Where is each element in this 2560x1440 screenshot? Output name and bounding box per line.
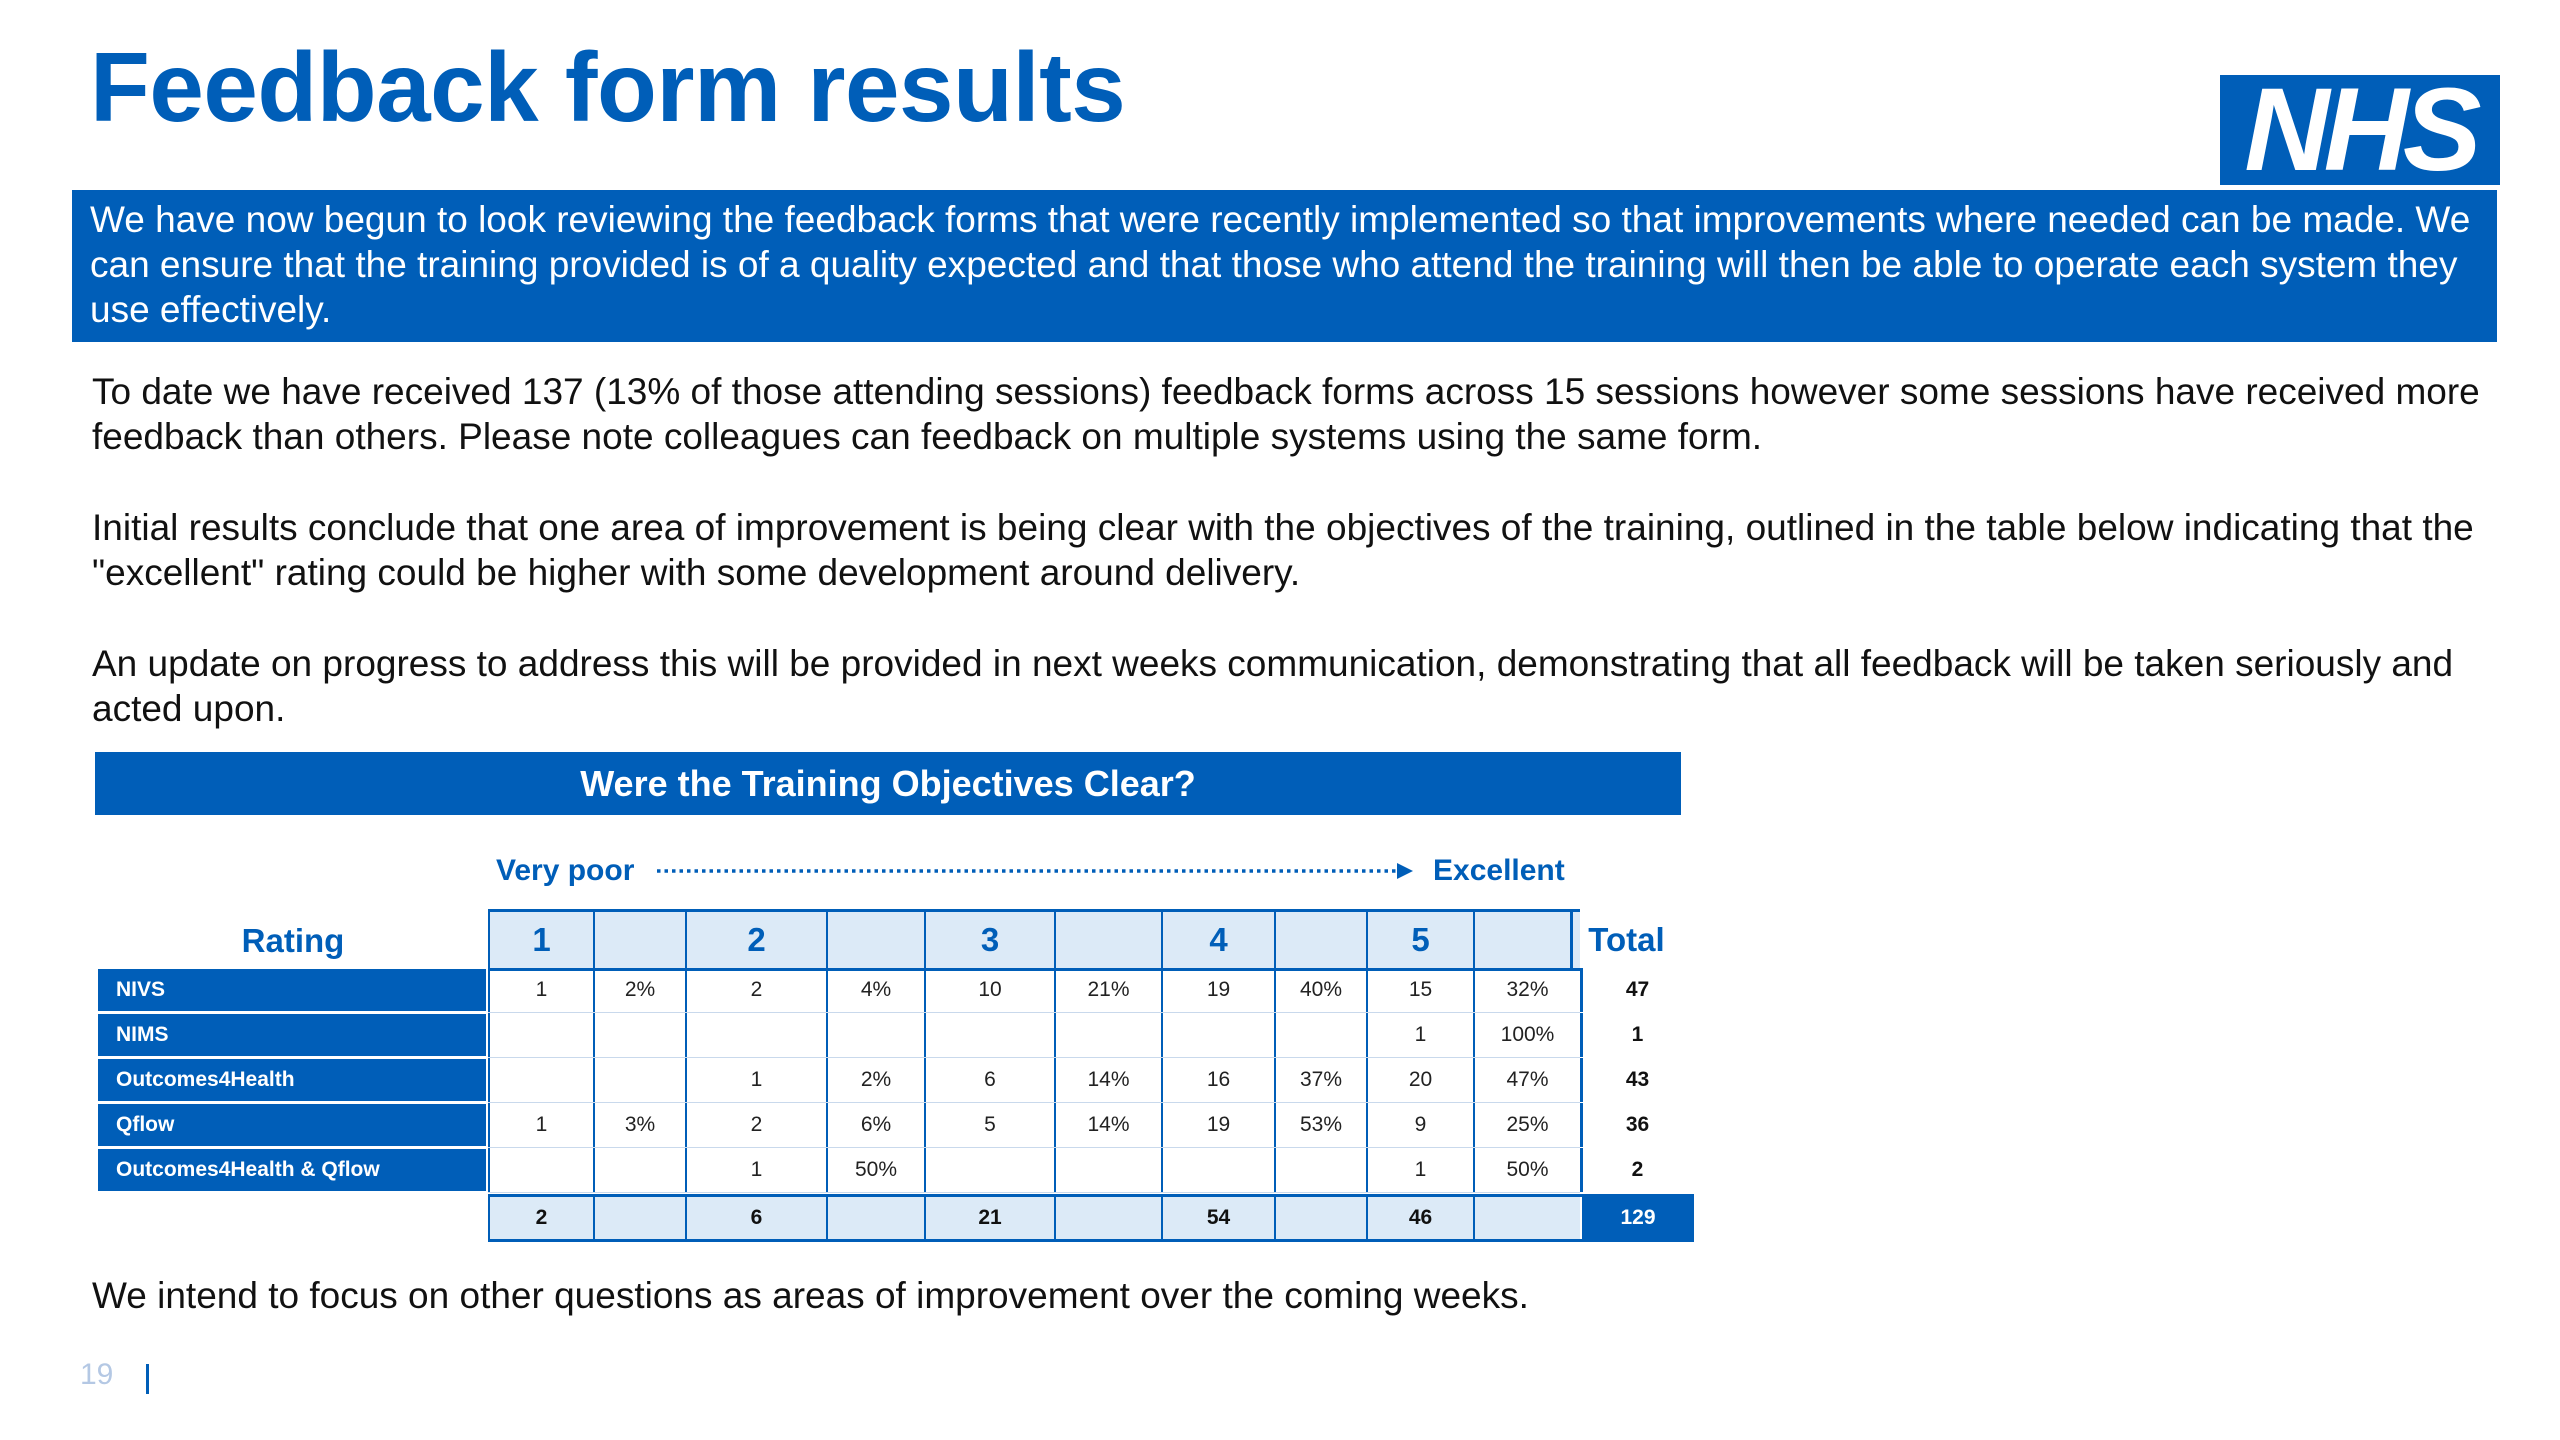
column-total: 2: [488, 1197, 593, 1239]
table-cell: [488, 1148, 593, 1192]
table-cell: 19: [1161, 968, 1274, 1012]
rating-scale-cell: [1473, 912, 1580, 968]
row-total: 2: [1580, 1148, 1692, 1192]
nhs-logo: [2220, 75, 2500, 185]
table-cell: 53%: [1274, 1103, 1366, 1147]
column-total: [1054, 1197, 1161, 1239]
table-cell: 50%: [1473, 1148, 1580, 1192]
row-total: 1: [1580, 1013, 1692, 1057]
table-cell: [488, 1013, 593, 1057]
table-cell: 14%: [1054, 1103, 1161, 1147]
table-cell: 1: [1366, 1148, 1473, 1192]
table-cell: [924, 1013, 1054, 1057]
table-cell: [1274, 1013, 1366, 1057]
table-cell: [1054, 1013, 1161, 1057]
table-cell: [1161, 1148, 1274, 1192]
closing-text: We intend to focus on other questions as areas of improvement over the coming weeks.: [92, 1275, 1529, 1316]
rating-column-header: Rating: [241, 922, 345, 959]
paragraph-update: An update on progress to address this will be provided in next weeks communication, demonstrating that all feedback will be taken seriously and acted upon.: [92, 643, 2454, 729]
table-cell: 47%: [1473, 1058, 1580, 1102]
table-body: [98, 968, 1692, 1193]
table-cell: [685, 1013, 826, 1057]
table-cell: 2%: [593, 968, 685, 1012]
row-total: 43: [1580, 1058, 1692, 1102]
table-cell: 2%: [826, 1058, 924, 1102]
table-cell: 25%: [1473, 1103, 1580, 1147]
rating-scale-header: [488, 909, 1580, 971]
table-cell: 37%: [1274, 1058, 1366, 1102]
table-cell: 21%: [1054, 968, 1161, 1012]
table-cell: 32%: [1473, 968, 1580, 1012]
rating-scale-cell: 2: [685, 912, 826, 968]
table-row: [98, 1103, 1692, 1148]
table-cell: 2: [685, 968, 826, 1012]
table-row: [98, 1058, 1692, 1103]
table-cell: 9: [1366, 1103, 1473, 1147]
table-cell: [1274, 1148, 1366, 1192]
rating-scale-cell: [1054, 912, 1161, 968]
row-label: Qflow: [98, 1104, 486, 1146]
totals-row: [488, 1194, 1694, 1242]
column-total: 21: [924, 1197, 1054, 1239]
table-cell: 15: [1366, 968, 1473, 1012]
column-total: 46: [1366, 1197, 1473, 1239]
table-cell: 1: [488, 968, 593, 1012]
table-cell: 20: [1366, 1058, 1473, 1102]
table-title: Were the Training Objectives Clear?: [95, 752, 1681, 815]
dotted-arrow-icon: [655, 859, 1415, 883]
rating-scale-cell: [826, 912, 924, 968]
paragraph-results: Initial results conclude that one area of improvement is being clear with the objectives of the training, outlined in the table below indicating that the "excellent" rating could be higher with some development around delivery.: [92, 507, 2474, 593]
table-cell: [488, 1058, 593, 1102]
table-cell: 1: [1366, 1013, 1473, 1057]
paragraph-received: To date we have received 137 (13% of those attending sessions) feedback forms across 15 sessions however some sessions have received more feedback than others. Please note colleagues can feedback on multiple systems using the same form.: [92, 371, 2480, 457]
table-row: [98, 1148, 1692, 1193]
table-cell: [593, 1148, 685, 1192]
row-total: 36: [1580, 1103, 1692, 1147]
table-cell: 2: [685, 1103, 826, 1147]
column-total: [826, 1197, 924, 1239]
table-row: [98, 1013, 1692, 1058]
table-cell: 19: [1161, 1103, 1274, 1147]
table-cell: [593, 1058, 685, 1102]
rating-scale-cell: [1274, 912, 1366, 968]
table-cell: 40%: [1274, 968, 1366, 1012]
table-cell: 1: [685, 1148, 826, 1192]
row-total: 47: [1580, 968, 1692, 1012]
rating-scale-cell: 3: [924, 912, 1054, 968]
rating-scale-cell: [593, 912, 685, 968]
table-cell: 1: [685, 1058, 826, 1102]
rating-scale-cell: 5: [1366, 912, 1473, 968]
table-cell: 5: [924, 1103, 1054, 1147]
column-total: [1274, 1197, 1366, 1239]
table-cell: [924, 1148, 1054, 1192]
column-total: 54: [1161, 1197, 1274, 1239]
scale-low-label: Very poor: [496, 854, 635, 887]
table-row: [98, 968, 1692, 1013]
grand-total: 129: [1582, 1197, 1694, 1239]
footer-divider: [146, 1364, 149, 1394]
page-title: Feedback form results: [90, 32, 1126, 142]
svg-text:NHS: NHS: [2244, 75, 2476, 185]
row-label: NIVS: [98, 969, 486, 1011]
row-label: NIMS: [98, 1014, 486, 1056]
page-number: 19: [80, 1358, 114, 1391]
column-total: 6: [685, 1197, 826, 1239]
column-total: [1473, 1197, 1580, 1239]
table-cell: [593, 1013, 685, 1057]
column-total: [593, 1197, 685, 1239]
table-cell: 50%: [826, 1148, 924, 1192]
table-cell: [1054, 1148, 1161, 1192]
table-cell: 1: [488, 1103, 593, 1147]
row-label: Outcomes4Health & Qflow: [98, 1149, 486, 1191]
intro-banner: We have now begun to look reviewing the feedback forms that were recently implemented so that improvements where needed can be made. We can ensure that the training provided is of a quality expected and that those who attend the training will then be able to operate each system they use effectively.: [72, 190, 2497, 342]
rating-scale-cell: 4: [1161, 912, 1274, 968]
table-cell: 14%: [1054, 1058, 1161, 1102]
table-cell: 16: [1161, 1058, 1274, 1102]
row-label: Outcomes4Health: [98, 1059, 486, 1101]
table-cell: 6%: [826, 1103, 924, 1147]
rating-scale-cell: 1: [488, 912, 593, 968]
table-cell: [826, 1013, 924, 1057]
table-cell: 100%: [1473, 1013, 1580, 1057]
scale-high-label: Excellent: [1433, 854, 1565, 887]
table-cell: 10: [924, 968, 1054, 1012]
total-column-header: Total: [1570, 909, 1680, 971]
table-cell: 3%: [593, 1103, 685, 1147]
table-cell: [1161, 1013, 1274, 1057]
table-cell: 6: [924, 1058, 1054, 1102]
table-cell: 4%: [826, 968, 924, 1012]
